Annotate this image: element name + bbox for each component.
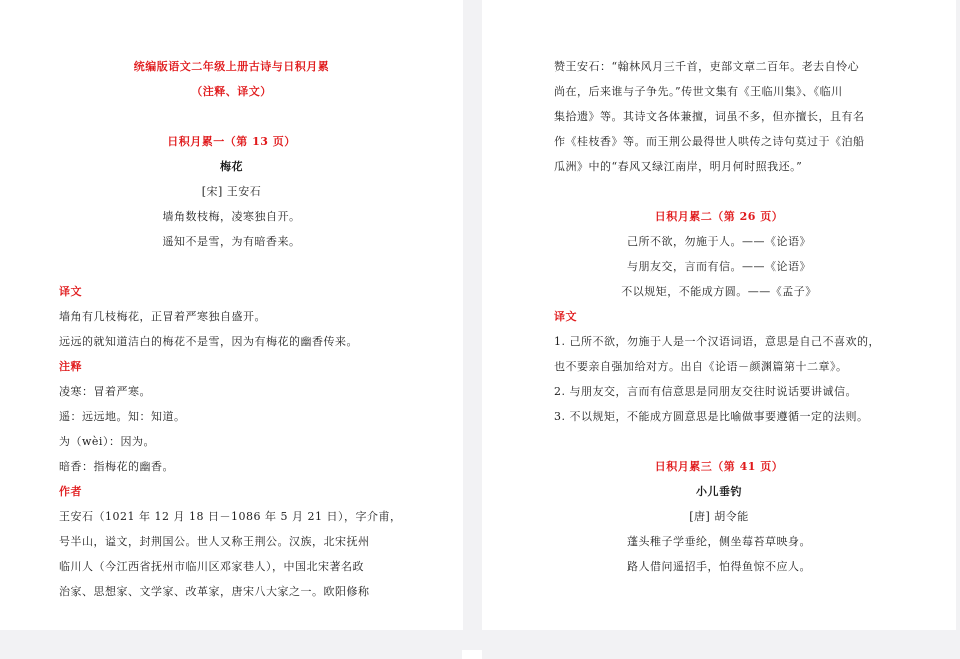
- poem-line: 路人借问遥招手，怕得鱼惊不应人。: [627, 560, 811, 573]
- quote-line: 与朋友交，言而有信。——《论语》: [627, 260, 811, 273]
- translation-line: 也不要亲自强加给对方。出自《论语－颜渊篇第十二章》。: [554, 360, 848, 373]
- section3-heading: 日积月累三（第 41 页）: [654, 460, 784, 473]
- author-line: 赞王安石：“翰林风月三千首，吏部文章二百年。老去自怜心: [554, 60, 860, 73]
- author-line: 作《桂枝香》等。而王荆公最得世人哄传之诗句莫过于《泊船: [554, 135, 865, 148]
- note-line: 凌寒：冒着严寒。: [59, 385, 151, 398]
- note-line: 为（wèi）：因为。: [59, 435, 155, 448]
- quote-line: 己所不欲，勿施于人。——《论语》: [627, 235, 811, 248]
- translation-line: 远远的就知道洁白的梅花不是雪，因为有梅花的幽香传来。: [59, 335, 358, 348]
- document-subtitle: （注释、译文）: [191, 85, 272, 98]
- translation-line: 2. 与朋友交，言而有信意思是同朋友交往时说话要讲诚信。: [554, 385, 857, 398]
- next-page-edge: [462, 650, 482, 659]
- author-line: 临川人（今江西省抚州市临川区邓家巷人），中国北宋著名政: [59, 560, 364, 573]
- author-line: 集拾遗》等。其诗文各体兼擅，词虽不多，但亦擅长，且有名: [554, 110, 865, 123]
- note-line: 遥：远远地。知：知道。: [59, 410, 186, 423]
- section2-heading: 日积月累二（第 26 页）: [654, 210, 784, 223]
- poem-line: 蓬头稚子学垂纶，侧坐莓苔草映身。: [627, 535, 811, 548]
- translation-line: 1. 己所不欲，勿施于人是一个汉语词语，意思是自己不喜欢的，: [554, 335, 880, 348]
- poem-title: 小儿垂钓: [696, 485, 742, 498]
- section1-heading: 日积月累一（第 13 页）: [167, 135, 296, 148]
- author-line: 王安石（1021 年 12 月 18 日－1086 年 5 月 21 日），字介甫，: [59, 510, 402, 523]
- notes-label: 注释: [59, 360, 82, 373]
- document-title: 统编版语文二年级上册古诗与日积月累: [133, 60, 330, 73]
- translation-label: 译文: [554, 310, 577, 323]
- author-line: 号半山，谥文，封荆国公。世人又称王荆公。汉族，北宋抚州: [59, 535, 370, 548]
- poem-line: 墙角数枝梅，凌寒独自开。: [162, 210, 301, 223]
- poem-author: [宋] 王安石: [201, 185, 262, 198]
- author-line: 瓜洲》中的“春风又绿江南岸，明月何时照我还。”: [554, 160, 803, 173]
- translation-line: 3. 不以规矩，不能成方圆意思是比喻做事要遵循一定的法则。: [554, 410, 869, 423]
- poem-title: 梅花: [220, 160, 243, 173]
- translation-line: 墙角有几枝梅花，正冒着严寒独自盛开。: [59, 310, 266, 323]
- note-line: 暗香：指梅花的幽香。: [59, 460, 174, 473]
- author-line: 治家、思想家、文学家、改革家，唐宋八大家之一。欧阳修称: [59, 585, 370, 598]
- author-line: 尚在，后来谁与子争先。”传世文集有《王临川集》、《临川: [554, 85, 843, 98]
- poem-author: [唐] 胡令能: [689, 510, 749, 523]
- right-page: [482, 0, 956, 630]
- author-label: 作者: [59, 485, 82, 498]
- poem-line: 遥知不是雪，为有暗香来。: [162, 235, 301, 248]
- left-page: [0, 0, 463, 630]
- quote-line: 不以规矩，不能成方圆。——《孟子》: [621, 285, 817, 298]
- translation-label: 译文: [59, 285, 82, 298]
